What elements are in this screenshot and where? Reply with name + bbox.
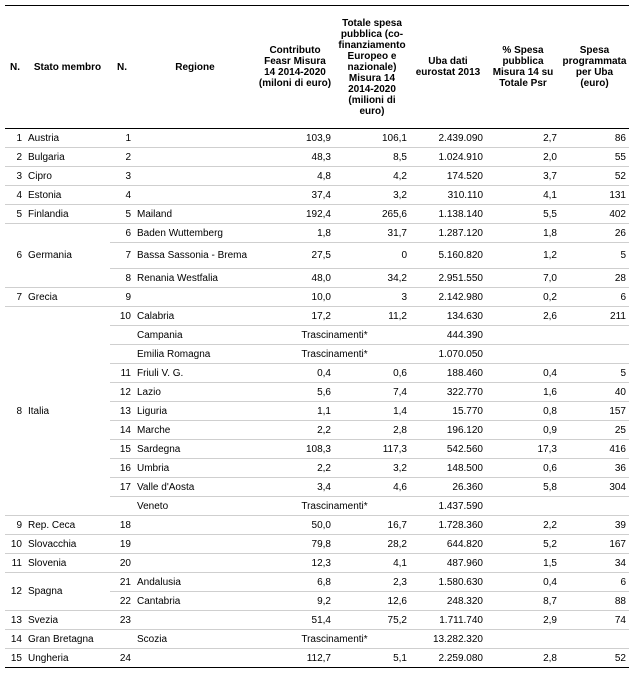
stato-membro: Rep. Ceca (25, 516, 110, 535)
stato-membro: Spagna (25, 573, 110, 611)
row-number: 2 (5, 148, 25, 167)
spesa-per-uba: 6 (560, 573, 629, 592)
regione-name: Cantabria (134, 592, 256, 611)
totale-spesa: 2,8 (334, 421, 410, 440)
trascinamenti-note: Trascinamenti* (256, 497, 410, 516)
spesa-per-uba (560, 497, 629, 516)
header-feasr: Contributo Feasr Misura 14 2014-2020 (miloni di euro) (256, 6, 334, 129)
stato-membro: Grecia (25, 288, 110, 307)
regione-name (134, 516, 256, 535)
uba-eurostat: 2.142.980 (410, 288, 486, 307)
contributo-feasr: 50,0 (256, 516, 334, 535)
table-row (5, 167, 629, 186)
regione-name: Umbria (134, 459, 256, 478)
totale-spesa: 0 (334, 243, 410, 269)
totale-spesa: 4,1 (334, 554, 410, 573)
contributo-feasr: 10,0 (256, 288, 334, 307)
regione-name: Campania (134, 326, 256, 345)
totale-spesa: 34,2 (334, 269, 410, 288)
uba-eurostat: 174.520 (410, 167, 486, 186)
contributo-feasr: 112,7 (256, 649, 334, 668)
perc-spesa: 17,3 (486, 440, 560, 459)
contributo-feasr: 51,4 (256, 611, 334, 630)
row-number: 6 (5, 224, 25, 288)
contributo-feasr: 6,8 (256, 573, 334, 592)
regione-number: 5 (110, 205, 134, 224)
perc-spesa: 0,2 (486, 288, 560, 307)
regione-number: 20 (110, 554, 134, 573)
uba-eurostat: 322.770 (410, 383, 486, 402)
regione-number: 7 (110, 243, 134, 269)
spesa-per-uba: 86 (560, 129, 629, 148)
perc-spesa: 5,5 (486, 205, 560, 224)
regione-number: 13 (110, 402, 134, 421)
trascinamenti-note: Trascinamenti* (256, 630, 410, 649)
table-row (5, 148, 629, 167)
uba-eurostat: 26.360 (410, 478, 486, 497)
contributo-feasr: 37,4 (256, 186, 334, 205)
regione-number: 16 (110, 459, 134, 478)
row-number: 1 (5, 129, 25, 148)
perc-spesa: 0,6 (486, 459, 560, 478)
header-spesa: Spesa programmata per Uba (euro) (560, 6, 629, 129)
regione-number: 8 (110, 269, 134, 288)
row-number: 15 (5, 649, 25, 668)
row-number: 13 (5, 611, 25, 630)
table-row (5, 186, 629, 205)
regione-name: Mailand (134, 205, 256, 224)
regione-number: 24 (110, 649, 134, 668)
regione-name: Lazio (134, 383, 256, 402)
spesa-per-uba: 167 (560, 535, 629, 554)
row-number: 8 (5, 307, 25, 516)
table-row (5, 205, 629, 224)
spesa-per-uba: 74 (560, 611, 629, 630)
contributo-feasr: 1,1 (256, 402, 334, 421)
regione-number (110, 630, 134, 649)
perc-spesa: 1,5 (486, 554, 560, 573)
uba-eurostat: 1.070.050 (410, 345, 486, 364)
uba-eurostat: 487.960 (410, 554, 486, 573)
stato-membro: Slovacchia (25, 535, 110, 554)
regione-name: Marche (134, 421, 256, 440)
totale-spesa: 117,3 (334, 440, 410, 459)
regione-name: Veneto (134, 497, 256, 516)
regione-name (134, 554, 256, 573)
spesa-per-uba: 25 (560, 421, 629, 440)
totale-spesa: 265,6 (334, 205, 410, 224)
contributo-feasr: 108,3 (256, 440, 334, 459)
uba-eurostat: 444.390 (410, 326, 486, 345)
perc-spesa: 5,2 (486, 535, 560, 554)
totale-spesa: 31,7 (334, 224, 410, 243)
perc-spesa: 8,7 (486, 592, 560, 611)
row-number: 9 (5, 516, 25, 535)
perc-spesa: 0,9 (486, 421, 560, 440)
regione-number: 3 (110, 167, 134, 186)
spesa-per-uba: 26 (560, 224, 629, 243)
regione-number: 18 (110, 516, 134, 535)
stato-membro: Italia (25, 307, 110, 516)
regione-name: Sardegna (134, 440, 256, 459)
regione-name (134, 129, 256, 148)
contributo-feasr: 79,8 (256, 535, 334, 554)
table-row (5, 129, 629, 148)
perc-spesa: 3,7 (486, 167, 560, 186)
totale-spesa: 8,5 (334, 148, 410, 167)
uba-eurostat: 2.259.080 (410, 649, 486, 668)
regione-number: 22 (110, 592, 134, 611)
spesa-per-uba (560, 326, 629, 345)
regione-number: 11 (110, 364, 134, 383)
perc-spesa (486, 630, 560, 649)
stato-membro: Gran Bretagna (25, 630, 110, 649)
regione-name (134, 288, 256, 307)
uba-eurostat: 310.110 (410, 186, 486, 205)
header-n2: N. (110, 6, 134, 129)
uba-eurostat: 2.951.550 (410, 269, 486, 288)
regione-number: 14 (110, 421, 134, 440)
stato-membro: Finlandia (25, 205, 110, 224)
table-row (5, 516, 629, 535)
totale-spesa: 3,2 (334, 459, 410, 478)
totale-spesa: 1,4 (334, 402, 410, 421)
stato-membro: Ungheria (25, 649, 110, 668)
totale-spesa: 4,2 (334, 167, 410, 186)
header-stato: Stato membro (25, 6, 110, 129)
totale-spesa: 16,7 (334, 516, 410, 535)
trascinamenti-note: Trascinamenti* (256, 345, 410, 364)
table-row (5, 554, 629, 573)
row-number: 14 (5, 630, 25, 649)
uba-eurostat: 188.460 (410, 364, 486, 383)
perc-spesa: 4,1 (486, 186, 560, 205)
spesa-per-uba: 52 (560, 649, 629, 668)
perc-spesa (486, 326, 560, 345)
spesa-per-uba: 416 (560, 440, 629, 459)
header-regione: Regione (134, 6, 256, 129)
stato-membro: Slovenia (25, 554, 110, 573)
regione-name: Bassa Sassonia - Brema (134, 243, 256, 269)
table-row (5, 307, 629, 326)
stato-membro: Svezia (25, 611, 110, 630)
table-row (5, 535, 629, 554)
perc-spesa: 2,7 (486, 129, 560, 148)
totale-spesa: 4,6 (334, 478, 410, 497)
contributo-feasr: 27,5 (256, 243, 334, 269)
row-number: 11 (5, 554, 25, 573)
header-totale: Totale spesa pubblica (co-finanziamento Europeo e nazionale) Misura 14 2014-2020 (milioni di euro) (334, 6, 410, 129)
spesa-per-uba (560, 630, 629, 649)
uba-eurostat: 1.728.360 (410, 516, 486, 535)
regione-number: 4 (110, 186, 134, 205)
contributo-feasr: 4,8 (256, 167, 334, 186)
spesa-per-uba: 55 (560, 148, 629, 167)
perc-spesa: 2,0 (486, 148, 560, 167)
stato-membro: Bulgaria (25, 148, 110, 167)
totale-spesa: 12,6 (334, 592, 410, 611)
table-row (5, 611, 629, 630)
contributo-feasr: 2,2 (256, 459, 334, 478)
perc-spesa: 2,6 (486, 307, 560, 326)
regione-number: 12 (110, 383, 134, 402)
uba-eurostat: 148.500 (410, 459, 486, 478)
spesa-per-uba: 304 (560, 478, 629, 497)
header-uba: Uba dati eurostat 2013 (410, 6, 486, 129)
header-perc: % Spesa pubblica Misura 14 su Totale Psr (486, 6, 560, 129)
regione-number: 19 (110, 535, 134, 554)
regione-name (134, 186, 256, 205)
totale-spesa: 3,2 (334, 186, 410, 205)
uba-eurostat: 542.560 (410, 440, 486, 459)
totale-spesa: 3 (334, 288, 410, 307)
regione-number: 6 (110, 224, 134, 243)
totale-spesa: 106,1 (334, 129, 410, 148)
spesa-per-uba: 131 (560, 186, 629, 205)
regione-name: Renania Westfalia (134, 269, 256, 288)
contributo-feasr: 192,4 (256, 205, 334, 224)
perc-spesa: 0,4 (486, 364, 560, 383)
regione-name: Baden Wuttemberg (134, 224, 256, 243)
row-number: 10 (5, 535, 25, 554)
regione-number: 9 (110, 288, 134, 307)
regione-number: 23 (110, 611, 134, 630)
regione-number: 17 (110, 478, 134, 497)
stato-membro: Austria (25, 129, 110, 148)
header-n: N. (5, 6, 25, 129)
spesa-per-uba: 40 (560, 383, 629, 402)
header-row (5, 6, 629, 129)
perc-spesa: 7,0 (486, 269, 560, 288)
regione-number: 1 (110, 129, 134, 148)
uba-eurostat: 13.282.320 (410, 630, 486, 649)
perc-spesa: 2,8 (486, 649, 560, 668)
perc-spesa: 2,2 (486, 516, 560, 535)
trascinamenti-note: Trascinamenti* (256, 326, 410, 345)
contributo-feasr: 48,0 (256, 269, 334, 288)
uba-eurostat: 2.439.090 (410, 129, 486, 148)
totale-spesa: 2,3 (334, 573, 410, 592)
regione-name (134, 167, 256, 186)
spesa-per-uba: 5 (560, 364, 629, 383)
uba-eurostat: 1.287.120 (410, 224, 486, 243)
row-number: 4 (5, 186, 25, 205)
perc-spesa: 1,8 (486, 224, 560, 243)
regione-number: 2 (110, 148, 134, 167)
regione-number: 21 (110, 573, 134, 592)
contributo-feasr: 17,2 (256, 307, 334, 326)
spesa-per-uba: 5 (560, 243, 629, 269)
spesa-per-uba: 52 (560, 167, 629, 186)
uba-eurostat: 644.820 (410, 535, 486, 554)
table-row (5, 630, 629, 649)
row-number: 12 (5, 573, 25, 611)
table-row (5, 288, 629, 307)
regione-name (134, 611, 256, 630)
contributo-feasr: 9,2 (256, 592, 334, 611)
perc-spesa: 1,6 (486, 383, 560, 402)
perc-spesa: 2,9 (486, 611, 560, 630)
contributo-feasr: 3,4 (256, 478, 334, 497)
contributo-feasr: 103,9 (256, 129, 334, 148)
perc-spesa: 1,2 (486, 243, 560, 269)
regione-name: Friuli V. G. (134, 364, 256, 383)
table-row (5, 224, 629, 243)
regione-name (134, 535, 256, 554)
spesa-per-uba: 36 (560, 459, 629, 478)
regione-number (110, 345, 134, 364)
contributo-feasr: 12,3 (256, 554, 334, 573)
stato-membro: Estonia (25, 186, 110, 205)
regione-number (110, 497, 134, 516)
perc-spesa: 5,8 (486, 478, 560, 497)
spesa-per-uba: 157 (560, 402, 629, 421)
spesa-per-uba: 28 (560, 269, 629, 288)
perc-spesa: 0,4 (486, 573, 560, 592)
totale-spesa: 5,1 (334, 649, 410, 668)
spesa-per-uba: 6 (560, 288, 629, 307)
uba-eurostat: 196.120 (410, 421, 486, 440)
row-number: 3 (5, 167, 25, 186)
uba-eurostat: 1.024.910 (410, 148, 486, 167)
perc-spesa: 0,8 (486, 402, 560, 421)
stato-membro: Germania (25, 224, 110, 288)
regione-name: Scozia (134, 630, 256, 649)
contributo-feasr: 0,4 (256, 364, 334, 383)
uba-eurostat: 1.138.140 (410, 205, 486, 224)
regione-name (134, 148, 256, 167)
totale-spesa: 7,4 (334, 383, 410, 402)
uba-eurostat: 248.320 (410, 592, 486, 611)
spesa-per-uba (560, 345, 629, 364)
regione-number: 10 (110, 307, 134, 326)
totale-spesa: 28,2 (334, 535, 410, 554)
spesa-per-uba: 402 (560, 205, 629, 224)
regione-name: Emilia Romagna (134, 345, 256, 364)
uba-eurostat: 15.770 (410, 402, 486, 421)
perc-spesa (486, 345, 560, 364)
totale-spesa: 75,2 (334, 611, 410, 630)
contributo-feasr: 5,6 (256, 383, 334, 402)
row-number: 5 (5, 205, 25, 224)
table-row (5, 649, 629, 668)
uba-eurostat: 1.437.590 (410, 497, 486, 516)
spesa-per-uba: 88 (560, 592, 629, 611)
stato-membro: Cipro (25, 167, 110, 186)
uba-eurostat: 5.160.820 (410, 243, 486, 269)
totale-spesa: 11,2 (334, 307, 410, 326)
uba-eurostat: 134.630 (410, 307, 486, 326)
spesa-per-uba: 39 (560, 516, 629, 535)
row-number: 7 (5, 288, 25, 307)
regione-name: Calabria (134, 307, 256, 326)
regione-name: Andalusia (134, 573, 256, 592)
contributo-feasr: 2,2 (256, 421, 334, 440)
regione-number: 15 (110, 440, 134, 459)
uba-eurostat: 1.580.630 (410, 573, 486, 592)
spesa-per-uba: 34 (560, 554, 629, 573)
regione-name: Valle d'Aosta (134, 478, 256, 497)
spesa-per-uba: 211 (560, 307, 629, 326)
regione-name: Liguria (134, 402, 256, 421)
data-table (5, 5, 629, 668)
regione-name (134, 649, 256, 668)
totale-spesa: 0,6 (334, 364, 410, 383)
contributo-feasr: 1,8 (256, 224, 334, 243)
uba-eurostat: 1.711.740 (410, 611, 486, 630)
regione-number (110, 326, 134, 345)
perc-spesa (486, 497, 560, 516)
table-row (5, 573, 629, 592)
contributo-feasr: 48,3 (256, 148, 334, 167)
